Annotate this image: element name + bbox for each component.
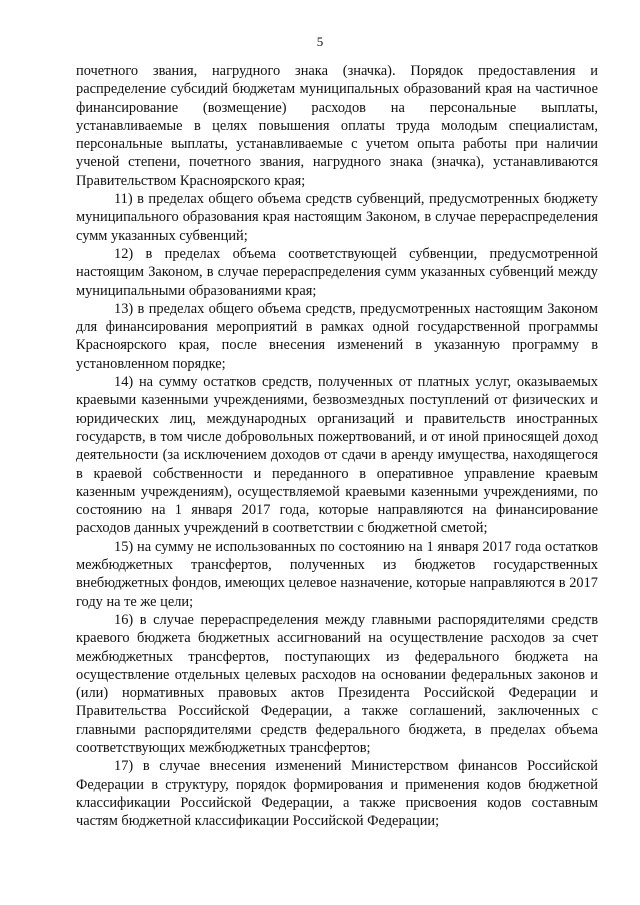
paragraph-continuation: почетного звания, нагрудного знака (значка). Порядок предоставления и распределение субсидий бюджетам муниципальных образований края на частичное финансирование (возмещение) расходов на персональные выплаты, устанавливаемые в целях повышения оплаты труда молодым специалистам, персональные выплаты, устанавливаемые с учетом опыта работы при наличии ученой степени, почетного звания, нагрудного знака (значка), устанавливаются Правительством Красноярского края; — [76, 63, 598, 189]
list-item-14: 14) на сумму остатков средств, полученных от платных услуг, оказываемых краевыми казенными учреждениями, безвозмездных поступлений от физических и юридических лиц, международных организаций и правительств иностранных государств, в том числе добровольных пожертвований, и от иной приносящей доход деятельности (за исключением доходов от сдачи в аренду имущества, находящегося в краевой собственности и переданного в оперативное управление краевым казенным учреждениям), осуществляемой краевыми казенными учреждениями, по состоянию на 1 января 2017 года, которые направляются на финансирование расходов данных учреждений в соответствии с бюджетной сметой; — [76, 374, 598, 537]
list-item-13: 13) в пределах общего объема средств, предусмотренных настоящим Законом для финансирования мероприятий в рамках одной государственной программы Красноярского края, после внесения изменений в указанную программу в установленном порядке; — [76, 300, 598, 372]
list-item-15: 15) на сумму не использованных по состоянию на 1 января 2017 года остатков межбюджетных трансфертов, полученных из бюджетов государственных внебюджетных фондов, имеющих целевое назначение, которые направляются в 2017 году на те же цели; — [76, 538, 598, 610]
list-item-16: 16) в случае перераспределения между главными распорядителями средств краевого бюджета бюджетных ассигнований на осуществление расходов за счет межбюджетных трансфертов, поступающих из федерального бюджета на осуществление отдельных целевых расходов на основании федеральных законов и (или) нормативных правовых актов Президента Российской Федерации и Правительства Российской Федерации, а также соглашений, заключенных с главными распорядителями средств федерального бюджета, в пределах объема соответствующих межбюджетных трансфертов; — [76, 611, 598, 756]
list-item-11: 11) в пределах общего объема средств субвенций, предусмотренных бюджету муниципального образования края настоящим Законом, в случае перераспределения сумм указанных субвенций; — [76, 191, 598, 244]
list-item-12: 12) в пределах объема соответствующей субвенции, предусмотренной настоящим Законом, в случае перераспределения сумм указанных субвенций между муниципальными образованиями края; — [76, 245, 598, 299]
list-item-17: 17) в случае внесения изменений Министерством финансов Российской Федерации в структуру, порядок формирования и применения кодов бюджетной классификации Российской Федерации, а также присвоения кодов составным частям бюджетной классификации Российской Федерации; — [76, 758, 598, 830]
page-number: 5 — [316, 34, 324, 49]
document-body — [76, 62, 598, 830]
